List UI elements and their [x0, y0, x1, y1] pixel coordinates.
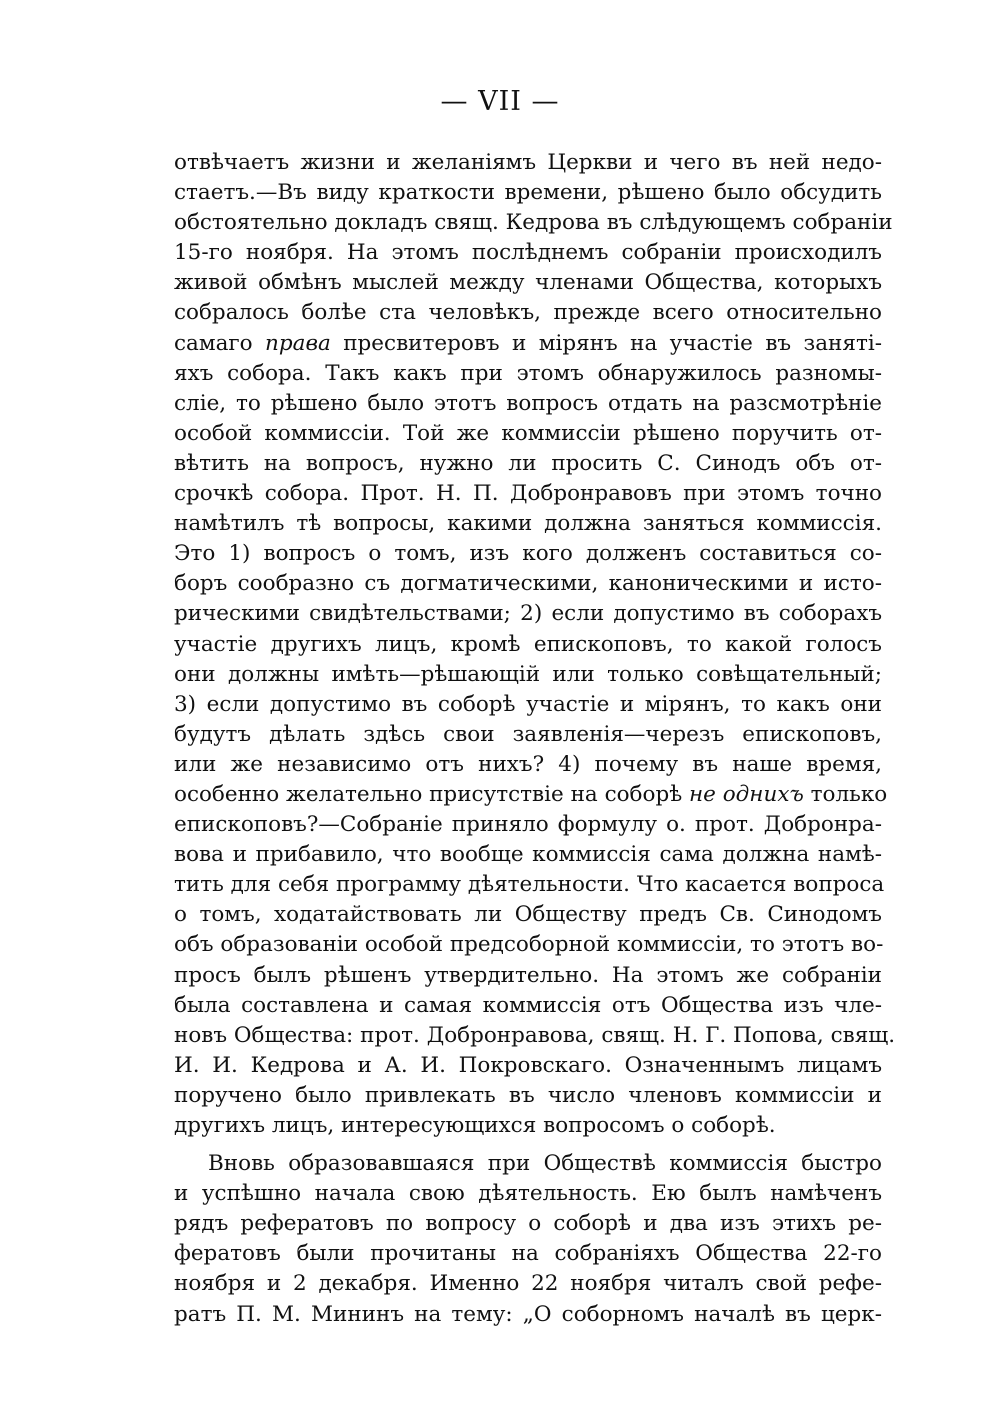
text-line: о томъ, ходатайствовать ли Обществу предъ Св. Синодомъ: [174, 902, 882, 928]
paragraph-1: [174, 148, 896, 1141]
text-line: [174, 329, 882, 359]
text-line: фератовъ были прочитаны на собраніяхъ Общества 22-го: [174, 1241, 882, 1267]
text-line: Это 1) вопросъ о томъ, изъ кого долженъ составиться со-: [174, 541, 882, 567]
text-line: стаетъ.—Въ виду краткости времени, рѣшено было обсудить: [174, 180, 882, 206]
text-line: епископовъ?—Собраніе приняло формулу о. прот. Добронра-: [174, 812, 882, 838]
text-line: обстоятельно докладъ свящ. Кедрова въ слѣдующемъ собраніи: [174, 210, 893, 236]
text-line: яхъ собора. Такъ какъ при этомъ обнаружилось разномы-: [174, 360, 882, 386]
text-line: новъ Общества: прот. Добронравова, свящ. Н. Г. Попова, свящ.: [174, 1022, 896, 1048]
text-segment: только: [803, 781, 888, 807]
text-line: отвѣчаетъ жизни и желаніямъ Церкви и чего въ ней недо-: [174, 150, 882, 175]
text-segment: самаго: [174, 330, 266, 356]
text-line: срочкѣ собора. Прот. Н. П. Добронравовъ при этомъ точно: [174, 481, 882, 507]
text-line: тить для себя программу дѣятельности. Что касается вопроса: [174, 872, 885, 898]
text-line: вѣтить на вопросъ, нужно ли просить С. Синодъ объ от-: [174, 450, 882, 476]
text-line: боръ сообразно съ догматическими, каноническими и исто-: [174, 571, 882, 597]
text-line: они должны имѣть—рѣшающій или только совѣщательный;: [174, 661, 882, 687]
text-line: была составлена и самая коммиссія отъ Общества изъ чле-: [174, 992, 882, 1018]
text-line: собралось болѣе ста человѣкъ, прежде всего относительно: [174, 300, 882, 326]
text-line: ноября и 2 декабря. Именно 22 ноября читалъ свой рефе-: [174, 1271, 882, 1297]
paragraph-2: [174, 1149, 882, 1330]
text-line: особой коммиссіи. Той же коммиссіи рѣшено поручить от-: [174, 420, 882, 446]
text-line: и успѣшно начала свою дѣятельность. Ею былъ намѣченъ: [174, 1181, 882, 1207]
text-line: участіе другихъ лицъ, кромѣ епископовъ, то какой голосъ: [174, 631, 882, 657]
text-line: намѣтилъ тѣ вопросы, какими должна заняться коммиссія.: [174, 511, 882, 537]
text-line: И. И. Кедрова и А. И. Покровскаго. Означеннымъ лицамъ: [174, 1052, 882, 1078]
paragraph-gap: [174, 1141, 882, 1149]
italic-emphasis: не однихъ: [689, 781, 804, 807]
text-line: поручено было привлекать въ число членовъ коммиссіи и: [174, 1082, 882, 1108]
text-line: 3) если допустимо въ соборѣ участіе и мірянъ, то какъ они: [174, 691, 882, 717]
italic-emphasis: права: [265, 330, 331, 356]
text-line: рическими свидѣтельствами; 2) если допустимо въ соборахъ: [174, 601, 882, 627]
text-segment: особенно желательно присутствіе на соборѣ: [174, 781, 690, 807]
text-line: [174, 780, 888, 810]
text-line: рядъ рефератовъ по вопросу о соборѣ и два изъ этихъ ре-: [174, 1211, 882, 1237]
text-line: Вновь образовавшаяся при Обществѣ коммиссія быстро: [208, 1151, 882, 1177]
text-segment: пресвитеровъ и мірянъ на участіе въ заняті-: [330, 330, 882, 356]
text-line: или же независимо отъ нихъ? 4) почему въ наше время,: [174, 751, 882, 777]
text-line: сліе, то рѣшено было этотъ вопросъ отдать на разсмотрѣніе: [174, 390, 882, 416]
text-line: 15-го ноября. На этомъ послѣднемъ собраніи происходилъ: [174, 240, 882, 266]
text-line: ратъ П. М. Мининъ на тему: „О соборномъ началѣ въ церк-: [174, 1301, 882, 1327]
text-line: просъ былъ рѣшенъ утвердительно. На этомъ же собраніи: [174, 962, 882, 988]
text-line: живой обмѣнъ мыслей между членами Общества, которыхъ: [174, 270, 882, 296]
text-line: вова и прибавило, что вообще коммиссія сама должна намѣ-: [174, 842, 882, 868]
page-number-header: — VII —: [440, 86, 560, 117]
text-line: объ образованіи особой предсоборной коммиссіи, то этотъ во-: [174, 932, 884, 958]
body-text: [174, 148, 896, 1330]
text-line: будутъ дѣлать здѣсь свои заявленія—черезъ епископовъ,: [174, 721, 882, 747]
text-line: другихъ лицъ, интересующихся вопросомъ о соборѣ.: [174, 1113, 776, 1138]
